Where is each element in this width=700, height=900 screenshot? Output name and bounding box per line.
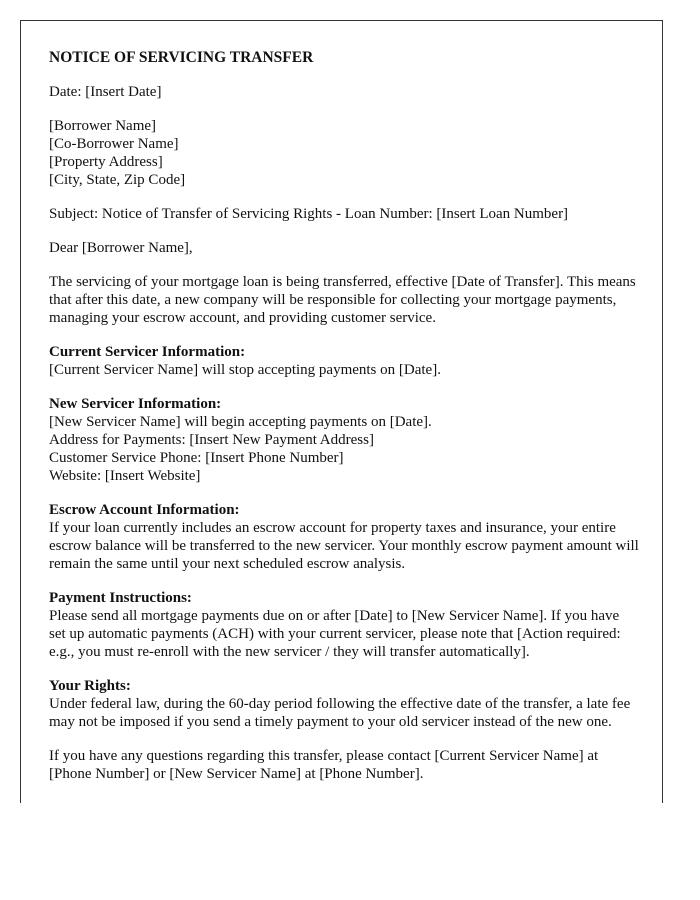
- payment-heading: Payment Instructions:: [49, 590, 192, 606]
- intro-paragraph: The servicing of your mortgage loan is being transferred, effective [Date of Transfer]. This means that after this date, a new company will be responsible for collecting your mortgage payments, managing your escrow account, and providing customer service.: [49, 274, 636, 326]
- co-borrower-name: [Co-Borrower Name]: [49, 136, 179, 152]
- payment-text: Please send all mortgage payments due on or after [Date] to [New Servicer Name]. If you have set up automatic payments (ACH) with your current servicer, please note that [Action required: e.g., you must re-enroll with the new servicer / they will transfer automatically].: [49, 608, 621, 660]
- date-line: Date: [Insert Date]: [49, 84, 162, 100]
- subject-line: Subject: Notice of Transfer of Servicing Rights - Loan Number: [Insert Loan Number]: [49, 206, 569, 222]
- payment-address: Address for Payments: [Insert New Payment Address]: [49, 432, 374, 448]
- rights-heading: Your Rights:: [49, 678, 131, 694]
- customer-service-phone: Customer Service Phone: [Insert Phone Number]: [49, 450, 344, 466]
- city-state-zip: [City, State, Zip Code]: [49, 172, 186, 188]
- escrow-section: [49, 501, 639, 573]
- current-servicer-section: [49, 343, 639, 379]
- document-page: [20, 20, 663, 803]
- rights-section: [49, 677, 639, 731]
- closing-paragraph: If you have any questions regarding this transfer, please contact [Current Servicer Name] at [Phone Number] or [New Servicer Name] at [Phone Number].: [49, 748, 599, 782]
- rights-text: Under federal law, during the 60-day period following the effective date of the transfer, a late fee may not be imposed if you send a timely payment to your old servicer instead of the new one.: [49, 696, 631, 730]
- escrow-heading: Escrow Account Information:: [49, 502, 240, 518]
- document-title: NOTICE OF SERVICING TRANSFER: [49, 49, 314, 66]
- current-servicer-text: [Current Servicer Name] will stop accepting payments on [Date].: [49, 362, 441, 378]
- website: Website: [Insert Website]: [49, 468, 201, 484]
- greeting: Dear [Borrower Name],: [49, 240, 193, 256]
- escrow-text: If your loan currently includes an escrow account for property taxes and insurance, your entire escrow balance will be transferred to the new servicer. Your monthly escrow payment amount will remain the same until your next scheduled escrow analysis.: [49, 520, 639, 572]
- new-servicer-section: [49, 395, 639, 485]
- new-servicer-start: [New Servicer Name] will begin accepting payments on [Date].: [49, 414, 432, 430]
- property-address: [Property Address]: [49, 154, 163, 170]
- borrower-name: [Borrower Name]: [49, 118, 157, 134]
- current-servicer-heading: Current Servicer Information:: [49, 344, 246, 360]
- address-block: [49, 117, 639, 189]
- new-servicer-heading: New Servicer Information:: [49, 396, 222, 412]
- payment-section: [49, 589, 639, 661]
